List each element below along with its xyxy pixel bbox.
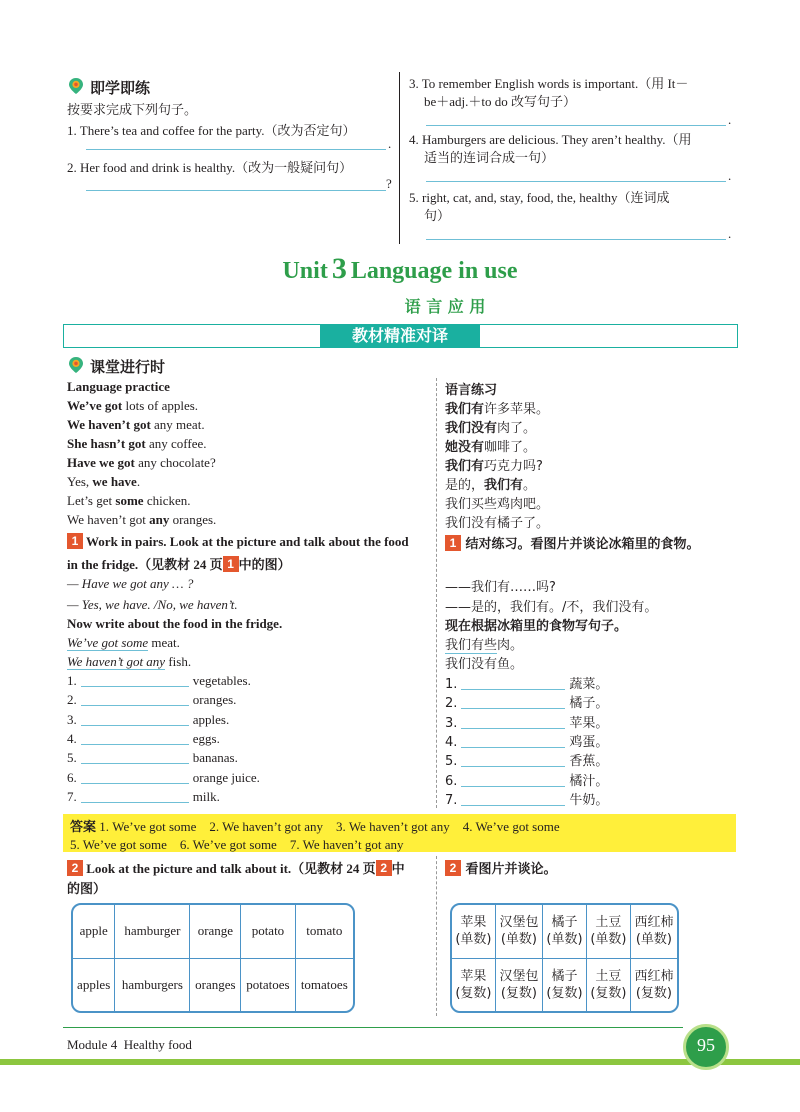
sentence-text: 是的， [445,478,485,493]
fill-item-zh-5 [445,750,608,769]
item-word: 橘汁。 [569,773,609,789]
question-text: Hamburgers are delicious. They aren’t healthy.（用 [422,132,692,147]
exercise-2-instruction-zh [445,858,557,877]
word-table-en [71,903,355,1013]
word-zh: 西红柿 [634,968,674,984]
question-1 [67,120,356,139]
item-number: 2. [67,692,77,708]
item-word: 鸡蛋。 [569,734,609,750]
dialogue-2: — Yes, we have. /No, we haven’t. [67,597,238,612]
word-cell: orange [190,905,241,958]
fill-item-zh-3 [445,712,608,731]
sentence-bold: 我们没有 [445,421,498,436]
word-cell: hamburger [115,905,190,958]
word-cell [495,905,542,958]
sentence-4 [67,455,216,471]
exercise-text: in the fridge.（见教材 24 页 [67,557,223,572]
item-number: 7. [445,792,458,808]
exercise-badge: 1 [445,535,461,551]
fill-item-6 [67,770,260,786]
item-number: 1. [445,677,458,692]
line-end-period: . [728,226,732,241]
question-number: 3. [409,76,419,91]
word-number-type: (复数) [590,985,627,1001]
word-cell [495,958,542,1011]
item-number: 1. [67,673,77,688]
word-cell [586,958,630,1011]
column-divider [436,856,437,1016]
fill-item-5 [67,750,238,766]
item-number: 2. [445,696,458,712]
exercise-text: 中的图） [238,557,291,572]
item-word: 蔬菜。 [569,677,609,692]
footer-green-band [0,1059,800,1065]
fill-item-1 [67,673,251,689]
fill-item-zh-7 [445,789,608,808]
location-pin-icon [67,356,85,374]
practice-title: 即学即练 [90,79,151,97]
module-label: Module 4 [67,1037,118,1052]
sentence-text: 。 [523,478,537,493]
question-text: Her food and drink is healthy.（改为一般疑问句） [80,160,353,175]
answer-line[interactable] [426,239,726,240]
sentence-bold: 我们有 [445,459,485,474]
exercise-badge: 2 [376,860,392,876]
answer-blank[interactable] [81,771,189,784]
exercise-badge: 1 [67,533,83,549]
sentence-bold: 我们有 [445,402,485,417]
word-cell: tomato [295,905,353,958]
word-number-type: (单数) [635,932,673,948]
word-zh: 橘子 [551,968,578,984]
question-number: 4. [409,132,419,147]
item-word: 苹果。 [569,715,609,731]
sentence-bold: We’ve got [67,398,123,413]
answer-blank[interactable] [461,716,565,729]
sentence-1 [67,398,198,414]
dialogue-1-zh: ——我们有……吗? [445,580,556,595]
sentence-bold: we have [92,474,137,489]
sentence-7 [67,512,216,528]
sentence-text: 许多苹果。 [484,402,550,417]
word-zh: 土豆 [595,915,622,931]
line-end-question: ? [386,176,392,191]
sentence-text: We haven’t got [67,512,150,527]
dialogue-1: — Have we got any … ? [67,576,194,591]
answer-blank[interactable] [81,732,189,745]
exercise-badge: 1 [223,556,239,572]
word-cell: potatoes [241,958,295,1011]
exercise-text: 中 [391,861,405,876]
example-underlined: We’ve got some [67,635,149,650]
question-text-cont: 适当的连词合成一句） [424,150,555,165]
question-5 [409,189,737,225]
language-practice-header: Language practice [67,379,170,394]
sentence-text: chicken. [143,493,191,508]
item-number: 5. [445,754,458,770]
line-end-period: . [728,168,732,183]
item-word: 香蕉。 [569,754,609,770]
word-cell: potato [241,905,295,958]
exercise-1-instruction-cont [67,554,291,573]
column-divider [399,72,400,244]
example-text: 肉。 [497,638,524,653]
word-cell [452,905,495,958]
line-end-period: . [728,112,732,127]
answer-blank[interactable] [461,774,565,787]
sentence-5 [67,474,140,490]
sentence-bold: We haven’t got [67,417,151,432]
item-number: 4. [67,730,77,746]
sentence-text: 巧克力吗? [484,459,543,474]
word-cell [452,958,495,1011]
example-1-zh [445,634,523,653]
answer-blank[interactable] [461,754,565,767]
banner-title: 教材精准对译 [320,325,480,347]
sentence-bold: 我们有 [484,478,524,493]
item-number: 5. [67,750,77,766]
fill-item-2 [67,692,236,708]
answer-text: 1. We’ve got some 2. We haven’t got any 3. We haven’t got any 4. We’ve got some [99,819,560,834]
question-2 [67,157,352,176]
example-underlined: We haven’t got any [67,654,166,669]
answer-label: 答案 [70,820,97,835]
sentence-2 [67,417,205,433]
word-number-type: (单数) [500,932,538,948]
word-zh: 苹果 [460,915,487,931]
footer-rule [63,1027,683,1028]
unit-subtitle: 语 言 应 用 [404,297,486,316]
answer-blank[interactable] [461,735,565,748]
page-number: 95 [697,1035,715,1055]
sentence-text: any coffee. [145,436,207,451]
answer-line-1 [70,816,560,835]
question-text: There’s tea and coffee for the party.（改为否定句） [79,123,356,138]
unit-number: 3 [331,252,347,285]
exercise-badge: 2 [445,860,461,876]
unit-title [0,252,800,286]
sentence-bold: She hasn’t got [67,436,146,451]
fill-item-4 [67,731,220,747]
fill-item-zh-2 [445,692,608,711]
answer-line[interactable] [426,181,726,182]
sentence-6 [67,493,190,509]
question-4 [409,131,737,167]
sentence-text: lots of apples. [122,398,199,413]
example-underlined: 我们有些 [445,638,498,653]
sentence-2-zh [445,417,536,436]
sentence-3 [67,436,207,452]
answer-line[interactable] [86,149,386,150]
sentence-text: 咖啡了。 [484,440,537,455]
sentence-text: . [136,474,141,489]
location-pin-icon [67,77,85,95]
column-divider [436,378,437,808]
answer-line[interactable] [86,190,386,191]
fill-item-7 [67,789,220,805]
word-cell: apple [73,905,115,958]
word-number-type: (复数) [455,985,492,1001]
item-number: 4. [445,734,458,750]
sentence-4-zh [445,455,543,474]
fill-item-3 [67,712,229,728]
example-2 [67,654,191,670]
item-word: 牛奶。 [569,792,609,808]
word-zh: 汉堡包 [499,915,539,931]
question-number: 1. [67,123,77,138]
footer-module [67,1037,192,1053]
sentence-3-zh [445,436,536,455]
dialogue-2-zh: ——是的，我们有。/不，我们没有。 [445,600,658,615]
question-text: To remember English words is important.（用 It－ [421,76,689,91]
question-3 [409,75,737,111]
word-cell: tomatoes [295,958,353,1011]
sentence-1-zh [445,398,549,417]
word-zh: 苹果 [460,968,487,984]
sentence-text: any chocolate? [134,455,216,470]
sentence-bold: some [115,493,144,508]
practice-instruction: 按要求完成下列句子。 [67,103,198,118]
answer-blank[interactable] [461,793,565,806]
exercise-text: Work in pairs. Look at the picture and talk about the food [86,534,409,549]
word-zh: 土豆 [595,968,622,984]
item-word: milk. [192,788,220,804]
classroom-title: 课堂进行时 [90,358,166,376]
sentence-text: 肉了。 [497,421,537,436]
item-number: 3. [67,711,77,727]
item-number: 6. [445,773,458,789]
word-zh: 汉堡包 [499,968,539,984]
word-cell [543,958,587,1011]
unit-word: Unit [282,258,328,284]
example-text: meat. [148,635,180,650]
example-text: fish. [165,654,192,669]
word-cell [630,958,677,1011]
word-number-type: (复数) [546,985,583,1001]
fill-item-zh-6 [445,770,608,789]
module-title: Healthy food [123,1037,192,1052]
exercise-2-instruction-cont: 的图） [67,881,107,896]
sentence-bold: 她没有 [445,440,485,455]
question-text-cont: be＋adj.＋to do 改写句子） [424,94,577,109]
sentence-text: any meat. [150,417,205,432]
word-number-type: (单数) [590,932,627,948]
example-2-zh: 我们没有鱼。 [445,657,524,672]
sentence-bold: any [149,512,170,527]
answer-blank[interactable] [81,713,189,726]
exercise-1-instruction-zh [445,533,700,552]
sentence-6-zh: 我们买些鸡肉吧。 [445,497,550,512]
answer-blank[interactable] [461,677,565,690]
exercise-text: Look at the picture and talk about it.（见教材 24 页 [86,861,376,876]
answer-blank[interactable] [461,696,565,709]
word-cell [586,905,630,958]
fill-item-zh-4 [445,731,608,750]
exercise-2-instruction [67,858,405,877]
write-instruction-zh: 现在根据冰箱里的食物写句子。 [445,619,628,634]
word-number-type: (复数) [635,985,673,1001]
item-word: eggs. [192,730,220,746]
language-practice-header-zh: 语言练习 [445,383,498,398]
item-word: vegetables. [192,673,251,688]
write-instruction: Now write about the food in the fridge. [67,616,283,631]
example-1 [67,635,180,651]
answer-line-2: 5. We’ve got some 6. We’ve got some 7. We haven’t got any [70,837,404,852]
exercise-text: 看图片并谈论。 [465,862,557,877]
item-word: apples. [192,711,230,727]
exercise-badge: 2 [67,860,83,876]
answer-blank[interactable] [81,693,189,706]
word-zh: 橘子 [551,915,578,931]
word-cell: hamburgers [115,958,190,1011]
answer-blank[interactable] [81,674,189,687]
answer-blank[interactable] [81,790,189,803]
item-word: oranges. [192,692,237,708]
sentence-5-zh [445,474,536,493]
word-table-zh [450,903,679,1013]
line-end-period: . [388,136,392,151]
word-cell [543,905,587,958]
answer-blank[interactable] [81,751,189,764]
question-text: right, cat, and, stay, food, the, healthy（连词成 [422,190,670,205]
item-number: 6. [67,769,77,785]
exercise-text: 结对练习。看图片并谈论冰箱里的食物。 [465,537,700,552]
item-word: 橘子。 [569,696,609,712]
sentence-text: oranges. [169,512,217,527]
word-number-type: (复数) [500,985,538,1001]
question-number: 2. [67,160,77,175]
word-cell: apples [73,958,115,1011]
word-zh: 西红柿 [634,915,674,931]
question-number: 5. [409,190,419,205]
fill-item-zh-1 [445,673,608,692]
exercise-1-instruction [67,533,409,550]
item-number: 3. [445,715,458,731]
sentence-text: Yes, [67,474,93,489]
word-number-type: (单数) [455,932,492,948]
word-cell [630,905,677,958]
sentence-7-zh: 我们没有橘子了。 [445,516,550,531]
item-word: bananas. [192,750,238,766]
sentence-bold: Have we got [67,455,135,470]
item-number: 7. [67,788,77,804]
unit-name: Language in use [350,258,518,284]
word-cell: oranges [190,958,241,1011]
sentence-text: Let’s get [67,493,116,508]
item-word: orange juice. [192,769,260,785]
question-text-cont: 句） [424,208,451,223]
answer-line[interactable] [426,125,726,126]
word-number-type: (单数) [546,932,583,948]
